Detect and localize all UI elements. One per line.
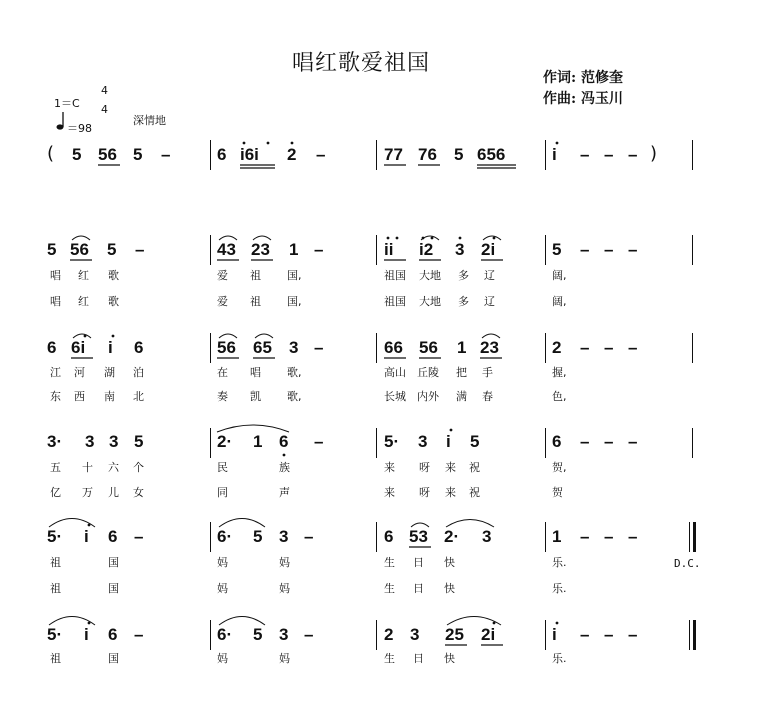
intro-note: 6 — [217, 145, 227, 164]
melody-note: 65 — [253, 338, 272, 357]
tempo-marking: ＝98 — [67, 122, 92, 135]
lyric: 辽 — [484, 269, 495, 282]
melody-note: 3 — [455, 240, 465, 259]
lyric: 国 — [108, 556, 119, 569]
lyric: 祖 — [50, 582, 61, 595]
intro-note: 5 — [133, 145, 143, 164]
melody-note: 1 — [552, 527, 562, 546]
melody-note: 43 — [217, 240, 236, 259]
lyricist-credit: 作词: 范修奎 — [543, 70, 624, 86]
lyric: 色, — [552, 390, 567, 403]
lyric: 来 — [445, 461, 456, 474]
time-signature-bottom: 4 — [101, 103, 108, 116]
song-title: 唱红歌爱祖国 — [292, 51, 431, 76]
melody-note: 66 — [384, 338, 403, 357]
melody-note: 5· — [47, 625, 63, 644]
lyric: 丘陵 — [417, 366, 439, 379]
lyric: 江 — [50, 366, 61, 379]
melody-note: 6 — [108, 625, 118, 644]
composer-credit: 作曲: 冯玉川 — [543, 91, 624, 107]
melody-note: 6· — [217, 527, 233, 546]
lyric: 日 — [413, 582, 424, 595]
expression-marking: 深情地 — [133, 114, 166, 127]
lyric: 呀 — [419, 486, 430, 499]
melody-note: 2· — [217, 432, 233, 451]
melody-note: 6 — [279, 432, 289, 451]
intro-note: 656 — [477, 145, 506, 164]
lyric: 妈 — [217, 556, 228, 569]
lyric: 女 — [133, 486, 144, 499]
lyric: 来 — [384, 461, 395, 474]
intro-note: – — [161, 145, 171, 164]
melody-note: 6 — [47, 338, 57, 357]
melody-note: 56 — [217, 338, 236, 357]
octave-dots — [84, 142, 562, 625]
melody-note: – — [604, 432, 614, 451]
lyric: 乐. — [552, 556, 567, 569]
melody-note: i2 — [419, 240, 434, 259]
lyric: 儿 — [108, 486, 119, 499]
lyric: 民 — [217, 461, 228, 474]
melody-note: 5· — [47, 527, 63, 546]
lyric: 北 — [133, 390, 144, 403]
time-signature-top: 4 — [101, 84, 108, 97]
melody-note: i — [108, 338, 113, 357]
melody-note: 6 — [552, 432, 562, 451]
lyric: 握, — [552, 366, 567, 379]
lyric: 唱 — [50, 269, 61, 282]
melody-note: 3 — [109, 432, 119, 451]
melody-note: – — [580, 240, 590, 259]
melody-note: – — [134, 527, 144, 546]
intro-open-paren: ( — [47, 143, 55, 164]
lyric: 祝 — [469, 461, 480, 474]
melody-note: – — [304, 625, 314, 644]
melody-note: 6 — [384, 527, 394, 546]
lyric: 族 — [279, 461, 290, 474]
melody-note: 3 — [85, 432, 95, 451]
melody-note: – — [628, 625, 638, 644]
melody-note: i — [84, 527, 89, 546]
beam-lines — [70, 165, 516, 645]
melody-note: 5· — [384, 432, 400, 451]
melody-note: 2 — [552, 338, 562, 357]
lyric: 歌, — [287, 390, 302, 403]
intro-note: – — [316, 145, 326, 164]
lyric: 国 — [108, 582, 119, 595]
melody-note: – — [314, 432, 324, 451]
lyric: 歌 — [108, 269, 119, 282]
lyric: 日 — [413, 652, 424, 665]
lyric: 快 — [444, 556, 455, 569]
melody-note: – — [580, 527, 590, 546]
lyric: 祖 — [250, 269, 261, 282]
lyric: 高山 — [384, 366, 406, 379]
lyric: 祖 — [50, 652, 61, 665]
lyric: 国, — [287, 269, 302, 282]
melody-note: – — [304, 527, 314, 546]
intro-note: 77 — [384, 145, 403, 164]
lyric: 泊 — [133, 366, 144, 379]
melody-note: – — [580, 625, 590, 644]
lyric: 来 — [384, 486, 395, 499]
melody-note: – — [314, 240, 324, 259]
melody-note: 3 — [279, 527, 289, 546]
lyric: 妈 — [217, 652, 228, 665]
melody-note: 5 — [47, 240, 57, 259]
lyric: 快 — [444, 582, 455, 595]
lyric: 南 — [104, 390, 115, 403]
lyric: 十 — [82, 461, 93, 474]
intro-close-paren: ) — [650, 143, 658, 164]
lyric: 大地 — [419, 295, 441, 308]
melody-note: 6 — [134, 338, 144, 357]
melody-note: ii — [384, 240, 394, 259]
melody-note: 23 — [480, 338, 499, 357]
da-capo-marking: D.C. — [674, 557, 701, 570]
intro-note: 5 — [454, 145, 464, 164]
lyric: 五 — [50, 461, 61, 474]
melody-note: – — [604, 527, 614, 546]
lyric: 万 — [82, 486, 93, 499]
lyric: 东 — [50, 390, 61, 403]
lyric: 把 — [456, 366, 467, 379]
lyric: 内外 — [417, 390, 439, 403]
intro-note: i — [552, 145, 557, 164]
melody-note: 5 — [470, 432, 480, 451]
lyric: 贺, — [552, 461, 567, 474]
melody-note: 3 — [410, 625, 420, 644]
lyric: 呀 — [419, 461, 430, 474]
intro-note: 5 — [72, 145, 82, 164]
intro-note: – — [628, 145, 638, 164]
melody-note: 3 — [418, 432, 428, 451]
melody-note: i — [552, 625, 557, 644]
lyric: 六 — [108, 461, 119, 474]
melody-note: 56 — [70, 240, 89, 259]
intro-note: i6i — [240, 145, 259, 164]
melody-note: 5 — [107, 240, 117, 259]
melody-note: 6i — [71, 338, 86, 357]
lyric: 祖国 — [384, 269, 406, 282]
melody-note: – — [628, 432, 638, 451]
lyric: 阔, — [552, 269, 567, 282]
lyric: 大地 — [419, 269, 441, 282]
intro-note: – — [580, 145, 590, 164]
melody-note: 2i — [481, 625, 496, 644]
melody-note: 56 — [419, 338, 438, 357]
lyric: 辽 — [484, 295, 495, 308]
lyric: 奏 — [217, 390, 228, 403]
lyric: 妈 — [217, 582, 228, 595]
intro-note: 76 — [418, 145, 437, 164]
lyric: 唱 — [250, 366, 261, 379]
melody-note: – — [134, 625, 144, 644]
lyric: 乐. — [552, 652, 567, 665]
melody-note: 3 — [289, 338, 299, 357]
melody-note: 3 — [279, 625, 289, 644]
lyric: 春 — [482, 390, 493, 403]
lyric: 个 — [133, 461, 144, 474]
lyric: 河 — [74, 366, 85, 379]
melody-note: 5 — [134, 432, 144, 451]
lyric: 日 — [413, 556, 424, 569]
lyric: 贺 — [552, 486, 563, 499]
lyric: 同 — [217, 486, 228, 499]
key-signature: 1＝C — [54, 97, 80, 110]
lyric: 来 — [445, 486, 456, 499]
lyric: 爱 — [217, 295, 228, 308]
lyric: 妈 — [279, 652, 290, 665]
lyric: 多 — [458, 269, 469, 282]
lyric: 阔, — [552, 295, 567, 308]
lyric: 红 — [78, 269, 89, 282]
melody-note: 53 — [409, 527, 428, 546]
melody-note: 2· — [444, 527, 460, 546]
slur-marks — [49, 236, 501, 625]
melody-note: – — [628, 527, 638, 546]
melody-note: 23 — [251, 240, 270, 259]
lyric: 祖 — [250, 295, 261, 308]
lyric: 妈 — [279, 556, 290, 569]
melody-note: – — [604, 240, 614, 259]
melody-note: 1 — [289, 240, 299, 259]
melody-note: 6· — [217, 625, 233, 644]
melody-note: 5 — [253, 625, 263, 644]
melody-note: 6 — [108, 527, 118, 546]
lyric: 手 — [482, 366, 493, 379]
lyric: 生 — [384, 582, 395, 595]
lyric: 唱 — [50, 295, 61, 308]
melody-note: – — [314, 338, 324, 357]
lyric: 祝 — [469, 486, 480, 499]
melody-note: 3 — [482, 527, 492, 546]
melody-note: i — [446, 432, 451, 451]
lyric: 祖 — [50, 556, 61, 569]
melody-note: 1 — [253, 432, 263, 451]
lyric: 爱 — [217, 269, 228, 282]
lyric: 亿 — [50, 486, 61, 499]
lyric: 声 — [279, 486, 290, 499]
lyric: 在 — [217, 366, 228, 379]
melody-note: – — [580, 338, 590, 357]
melody-note: – — [604, 338, 614, 357]
melody-note: – — [580, 432, 590, 451]
lyric: 妈 — [279, 582, 290, 595]
intro-note: – — [604, 145, 614, 164]
lyric: 歌 — [108, 295, 119, 308]
lyric: 西 — [74, 390, 85, 403]
lyric: 国, — [287, 295, 302, 308]
intro-note: 56 — [98, 145, 117, 164]
lyric: 凯 — [250, 390, 261, 403]
lyric: 歌, — [287, 366, 302, 379]
lyric: 生 — [384, 556, 395, 569]
intro-note: 2 — [287, 145, 297, 164]
lyric: 祖国 — [384, 295, 406, 308]
lyric: 快 — [444, 652, 455, 665]
melody-note: – — [604, 625, 614, 644]
lyric: 长城 — [384, 390, 406, 403]
melody-note: i — [84, 625, 89, 644]
lyric: 乐. — [552, 582, 567, 595]
lyric: 多 — [458, 295, 469, 308]
lyric: 满 — [456, 390, 467, 403]
melody-note: – — [628, 338, 638, 357]
melody-note: – — [135, 240, 145, 259]
melody-note: 2 — [384, 625, 394, 644]
melody-note: 3· — [47, 432, 63, 451]
melody-note: 25 — [445, 625, 464, 644]
melody-note: 2i — [481, 240, 496, 259]
lyric: 国 — [108, 652, 119, 665]
melody-note: 5 — [552, 240, 562, 259]
melody-note: – — [628, 240, 638, 259]
melody-note: 1 — [457, 338, 467, 357]
lyric: 红 — [78, 295, 89, 308]
lyric: 湖 — [104, 366, 115, 379]
melody-note: 5 — [253, 527, 263, 546]
lyric: 生 — [384, 652, 395, 665]
